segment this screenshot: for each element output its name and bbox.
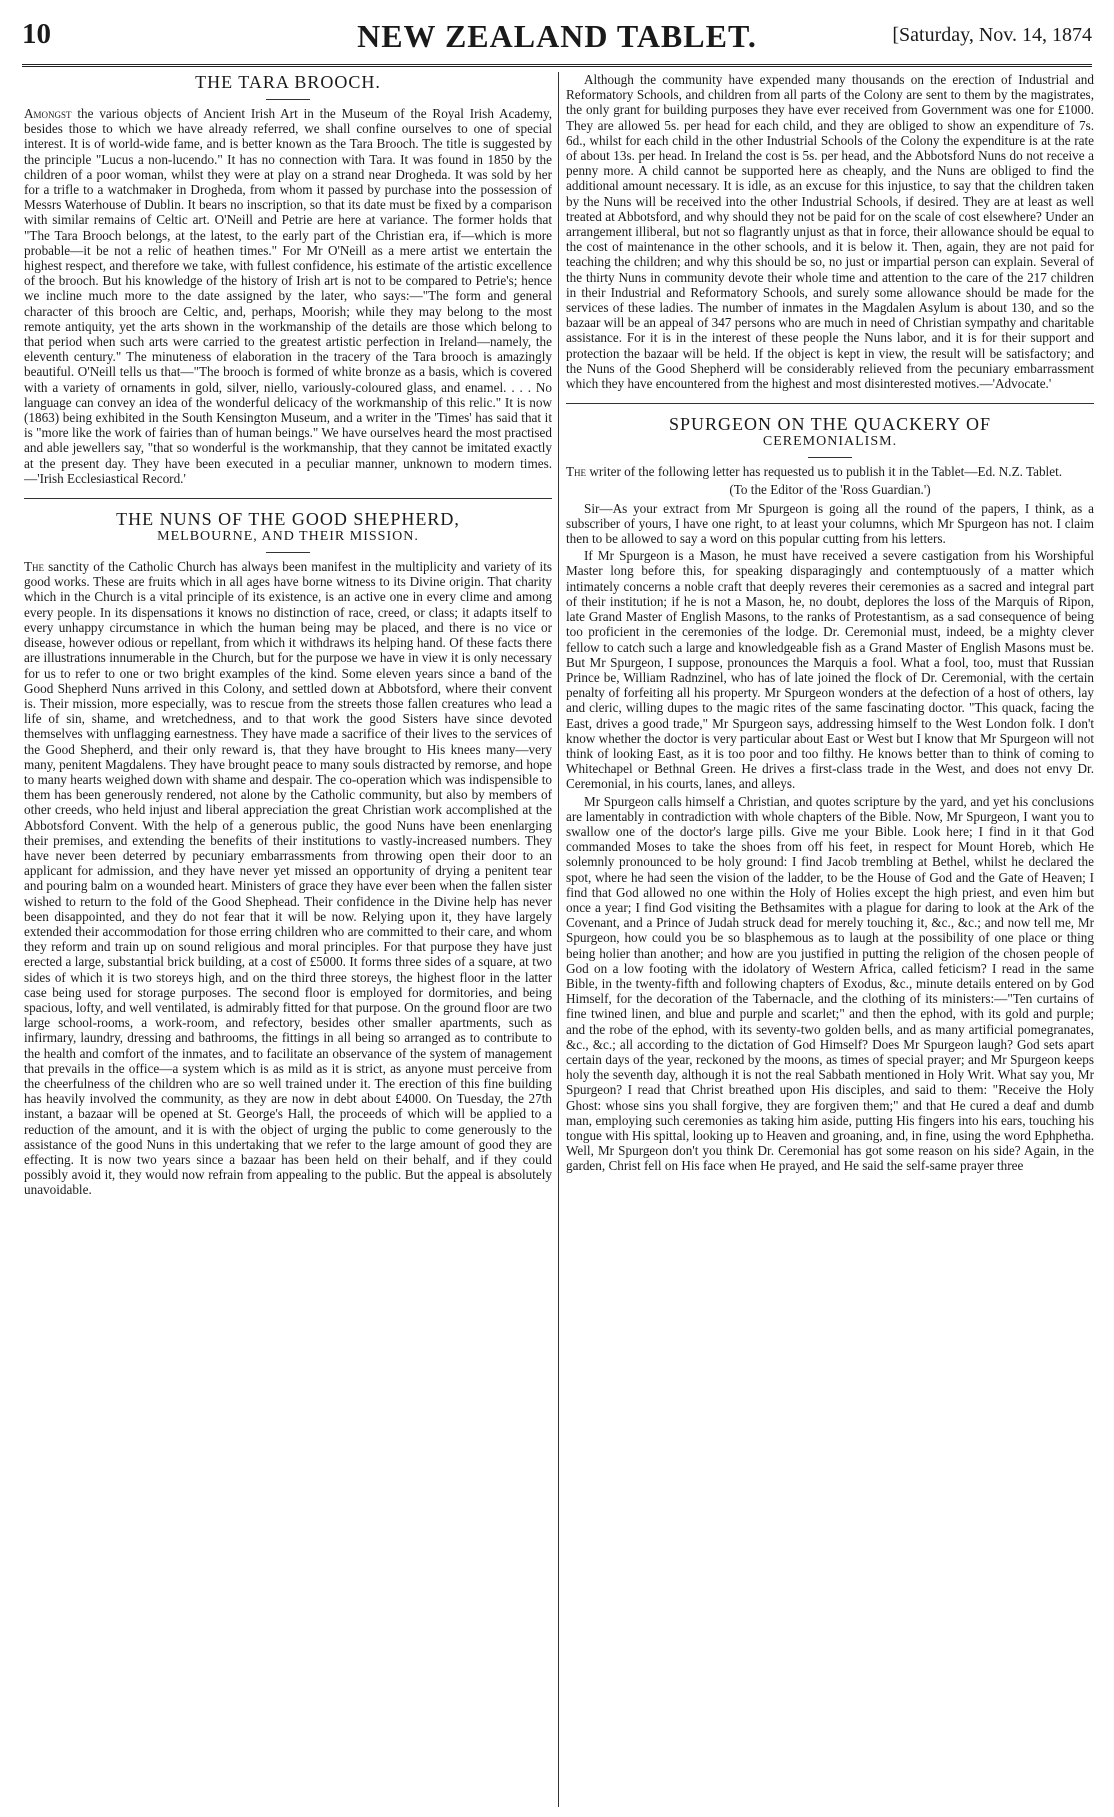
title-rule: [266, 99, 310, 100]
article-title: THE NUNS OF THE GOOD SHEPHERD,: [116, 509, 460, 530]
article-tara-brooch: [24, 72, 552, 486]
article-title: SPURGEON ON THE QUACKERY OF: [668, 414, 992, 435]
left-column: [24, 72, 552, 1809]
body-text: writer of the following letter has requested us to publish it in the Tablet—Ed. N.Z. Tablet.: [589, 464, 1063, 480]
title-rule: [266, 552, 310, 553]
body-text: sanctity of the Catholic Church has always been manifest in the multiplicity and variety of its good works. These are fruits which in all ages have borne witness to its Divine origin. That charity which in the Church is a vital principle of its existence, is an active one in every clime and among every people. In its dispensations it knows no distinction of race, creed, or class; it adapts itself to every unhappy circumstance in which the human being may be placed, and there is no vice or disease, however odious or repellant, from which it withdraws its helping hand. Of these facts there are illustrations innumerable in the Church, but for the purpose we have in view it is only necessary for us to refer to one or two bright examples of the kind. Some eleven years since a band of the Good Shepherd Nuns arrived in this Colony, and settled down at Abbotsford, where their convent is. Their mission, more especially, was to rescue from the streets those fallen creatures who lead a life of sin, shame, and wretchedness, and to that work the good Sisters have since devoted themselves with unflagging earnestness. They have made a sacrifice of their lives to the services of the Good Shepherd, and their only reward is, that they have brought to His knees many—very many, penitent Magdalens. They have brought peace to many souls distracted by remorse, and hope to many hearts weighed down with shame and despair. The co-operation which was indispensible to them has been generously rendered, not alone by the Catholic community, but also by members of other creeds, who held injust and liberal appreciation the great Christian work accomplished at the Abbotsford Convent. With the help of a generous public, the good Nuns have been enenlarging their premises, and extending the benefits of their institutions to vastly-increased numbers. They have never been deterred by pecuniary embarrassments from throwing open their door to an applicant for admission, and they have never yet missed an opportunity of drying a penitent tear and pouring balm on a wounded heart. Ministers of grace they have ever been when the fallen sister wished to return to the fold of the Good Shephead. Their confidence in the Divine help has never been disappointed, and they do not fear that it will be now. Relying upon it, they have largely extended their accommodation for those erring children who are committed to their care, and whom they reform and train up on sound religious and moral principles. For that purpose they have just erected a large, substantial brick building, at a cost of £5000. It forms three sides of a square, at two sides of which it is two storeys high, and on the third three storeys, the highest floor in the latter case being used for storage purposes. The second floor is employed for dormitories, and being spacious, lofty, and well ventilated, is admirably fitted for that purpose. On the ground floor are two large school-rooms, a work-room, and refectory, besides other smaller apartments, such as infirmary, laundry, dressing and bathrooms, the fittings in all being so arranged as to contribute to the health and comfort of the inmates, and to facilitate an observance of the system of management that prevails in the office—a system which is as mild as it is strict, as anyone must perceive from the cheerfulness of the children who are so well trained under it. The erection of this fine building has heavily involved the community, as they are now in debt about £4000. On Tuesday, the 27th instant, a bazaar will be opened at St. George's Hall, the proceeds of which will be applied to a reduction of the amount, and it is with the object of urging the public to come generously to the assistance of the good Nuns in this undertaking that we refer to the large amount of good they are effecting. It is now two years since a bazaar has been held on their behalf, and if they could possibly avoid it, they would now refrain from appealing to the public. But the appeal is absolutely unavoidable.: [24, 559, 552, 1198]
article-nuns: [24, 509, 552, 1198]
article-separator: [566, 403, 1094, 404]
article-subtitle: CEREMONIALISM.: [762, 434, 898, 450]
letter-paragraph: If Mr Spurgeon is a Mason, he must have received a severe castigation from his Worshipful Master long before this, for speaking disparagingly and contemptuously of a matter which intimately concerns a noble craft that deeply reveres their ceremonies as a sacred and integral part of their institution; if he is not a Mason, he, no doubt, deplores the loss of the Marquis of Ripon, late Grand Master of English Masons, to the ranks of Protestantism, as a sad consequence of being too proficient in the ceremonies of the lodge. Dr. Ceremonial must, indeed, be a mighty clever fellow to catch such a large and knowledgeable fish as a Grand Master of English Masons must be. But Mr Spurgeon, I suppose, pronounces the Marquis a fool. What a fool, too, must that Russian Prince be, William Radnzinel, who has of late joined the flock of Dr. Ceremonial, with the certain penalty of forfeiting all his property. Mr Spurgeon wonders at the defection of a host of others, lay and cleric, willing dupes to the magic rites of the same fascinating doctor. "This quack, facing the East, drives a good trade," Mr Spurgeon says, addressing himself to the West London folk. I don't know whether the doctor is very particular about East or West but I know that Mr Spurgeon will not think of looking East, as it is too poor and too filthy. He knows better than to think of coming to Whitechapel or Bethnal Green. He drives a first-class trade in the West, and does not envy Dr. Ceremonial, in his courts, lanes, and alleys.: [566, 548, 1094, 792]
letter-paragraph: Mr Spurgeon calls himself a Christian, and quotes scripture by the yard, and yet his conclusions are lamentably in contradiction with whole chapters of the Bible. Now, Mr Spurgeon, I want you to swallow one of the doctor's large pills. Give me your Bible. Look here; I find in it that God commanded Moses to take the shoes from off his feet, in respect for Mount Horeb, which He solemnly pronounced to be holy ground: I find Jacob trembling at Bethel, whilst he declared the spot, where he had seen the vision of the ladder, to be the House of God and the Gate of Heaven; I find that God allowed no one within the Holy of Holies except the high priest, and even him but once a year; I find God visiting the Bethsamites with a plague for daring to look at the Ark of the Covenant, and a Prince of Judah struck dead for merely touching it, &c., &c.; and now tell me, Mr Spurgeon, how could you be so blasphemous as to laugh at the possibility of one place or thing being holier than another; and how are you justified in putting the religion of the chosen people of God on a low footing with the idolatory of Western Africa, called feticism? I read in the same Bible, in the twenty-fifth and following chapters of Exodus, &c., minute details entered on by God Himself, for the decoration of the Tabernacle, and the clothing of its ministers:—"Ten curtains of fine twined linen, and blue and purple and scarlet;" and then the ephod, with its gold and purple; and the robe of the ephod, with its seventy-two golden bells, and as many artificial pomegranates, &c., &c.; all according to the dictation of God Himself? Does Mr Spurgeon laugh? God sets apart certain days of the year, reckoned by the moons, as times of special prayer; and Mr Spurgeon keeps holy the seventh day, although it is not the real Sabbath mentioned in Holy Writ. What say you, Mr Spurgeon? I read that Christ breathed upon His disciples, and said to them: "Receive the Holy Ghost: whose sins you shall forgive, they are forgiven them;" and that He cured a deaf and dumb man, employing such ceremonies as taking him aside, putting His fingers into his ears, touching his tongue with His spittal, looking up to Heaven and groaning, and, in fine, using the word Ephphetha. Well, Mr Spurgeon don't you think Dr. Ceremonial has got some reason on his side? Again, in the garden, Christ fell on His face when He prayed, and He said the self-same prayer three: [566, 793, 1094, 1174]
lead-word: The: [24, 559, 45, 575]
masthead-title: NEW ZEALAND TABLET.: [357, 18, 757, 54]
dateline: [Saturday, Nov. 14, 1874: [892, 24, 1092, 46]
lead-word: Amongst: [24, 106, 72, 121]
title-rule: [808, 457, 852, 458]
header-rule: [22, 64, 1092, 67]
lead-word: The: [566, 464, 587, 480]
letter-address: (To the Editor of the 'Ross Guardian.'): [729, 482, 931, 498]
article-title: THE TARA BROOCH.: [195, 72, 381, 92]
right-column: [566, 72, 1094, 1809]
editor-note: [566, 464, 1094, 479]
page-header: [22, 18, 1092, 62]
article-separator: [24, 498, 552, 499]
page-number: 10: [22, 18, 51, 50]
article-body: [24, 559, 552, 1198]
nuns-continuation: Although the community have expended many thousands on the erection of Industrial and Reformatory Schools, and children from all parts of the Colony are sent to them by the magistrates, the only grant for building purposes they have ever received from Government was one for £1000. They are allowed 5s. per head for each child, and they are obliged to show an expenditure of 7s. 6d., whilst for each child in the other Industrial Schools of the Colony the expenditure is at the rate of about 13s. per head. In Ireland the cost is 5s. per head, and the Abbotsford Nuns do not receive a penny more. A child cannot be supported here as cheaply, and the Nuns are obliged to find the additional amount necessary. It is idle, as an excuse for this injustice, to say that the children taken by the Nuns will be received into the other Industrial Schools, if desired. They are at least as well treated at Abbotsford, and why should they not be paid for on the scale of cost elsewhere? Under an arrangement illiberal, but not so flagrantly unjust as that in force, their allowance should be equal to the cost of maintenance in the other schools, and it is below it. Then, again, they are not paid for teaching the children; and why this should be so, no just or impartial person can explain. Several of the thirty Nuns in community devote their whole time and attention to the care of the 217 children in their Industrial and Reformatory Schools, and surely some allowance should be made for the services of these ladies. The number of inmates in the Magdalen Asylum is about 130, and so the bazaar will be an appeal of 347 persons who are much in need of Christian sympathy and charitable assistance. For it is in the interest of these people the Nuns labor, and it is for their support and protection the bazaar will be held. If the object is kept in view, the result will be satisfactory; and the Nuns of the Good Shepherd will be considerably relieved from the pecuniary embarrassment which they have encountered from the highest and most disinterested motives.—'Advocate.': [566, 72, 1094, 392]
letter-paragraph: Sir—As your extract from Mr Spurgeon is going all the round of the papers, I think, as a subscriber of yours, I have one right, to at least your columns, which Mr Spurgeon has not. I claim then to be allowed to say a word on this popular cutting from his letters.: [566, 500, 1094, 547]
article-body: [24, 106, 552, 486]
article-subtitle: MELBOURNE, AND THEIR MISSION.: [157, 529, 419, 545]
body-text: the various objects of Ancient Irish Art in the Museum of the Royal Irish Academy, besides those to which we have already referred, we shall confine ourselves to one of special interest. It is of world-wide fame, and is better known as the Tara Brooch. The title is suggested by the principle "Lucus a non-lucendo." It has no connection with Tara. It was found in 1850 by the children of a poor woman, whilst they were at play on a strand near Drogheda. It was sold by her for a trifle to a watchmaker in Drogheda, from whom it passed by purchase into the possession of Messrs Waterhouse of Dublin. It bears no inscription, so that its date must be fixed by a comparison with similar remains of Celtic art. O'Neill and Petrie are here at variance. The former holds that "The Tara Brooch belongs, at the latest, to the early part of the Christian era, if—which is more probable—it be not a relic of heathen times." For Mr O'Neill as a mere artist we entertain the highest respect, and therefore we take, with fullest confidence, his estimate of the artistic excellence of the brooch. But his knowledge of the history of Irish art is not to be compared to Petrie's; hence we incline much more to the date assigned by the later, who says:—"The form and general character of this brooch are Celtic, and, perhaps, Moorish; while they may belong to the most remote antiquity, yet the arts shown in the workmanship of the details are those which belong to that period when such arts were carried to the greatest artistic perfection in Ireland—namely, the eleventh century." The minuteness of elaboration in the tracery of the Tara brooch is amazingly beautiful. O'Neill tells us that—"The brooch is formed of white bronze as a basis, which is covered with a variety of ornaments in gold, silver, niello, variously-coloured glass, and enamel. . . . No language can convey an idea of the wonderful delicacy of the workmanship of this relic." It is now (1863) being exhibited in the South Kensington Museum, and a writer in the 'Times' has said that it is "more like the work of fairies than of human beings." We have ourselves heard the most practised and able jewellers say, "that so wonderful is the workmanship, that they cannot be imitated exactly at the present day. They have been executed in a peculiar manner, unknown to modern times.—'Irish Ecclesiastical Record.': [24, 106, 552, 486]
article-spurgeon: [566, 414, 1094, 1173]
column-divider: [558, 72, 559, 1807]
